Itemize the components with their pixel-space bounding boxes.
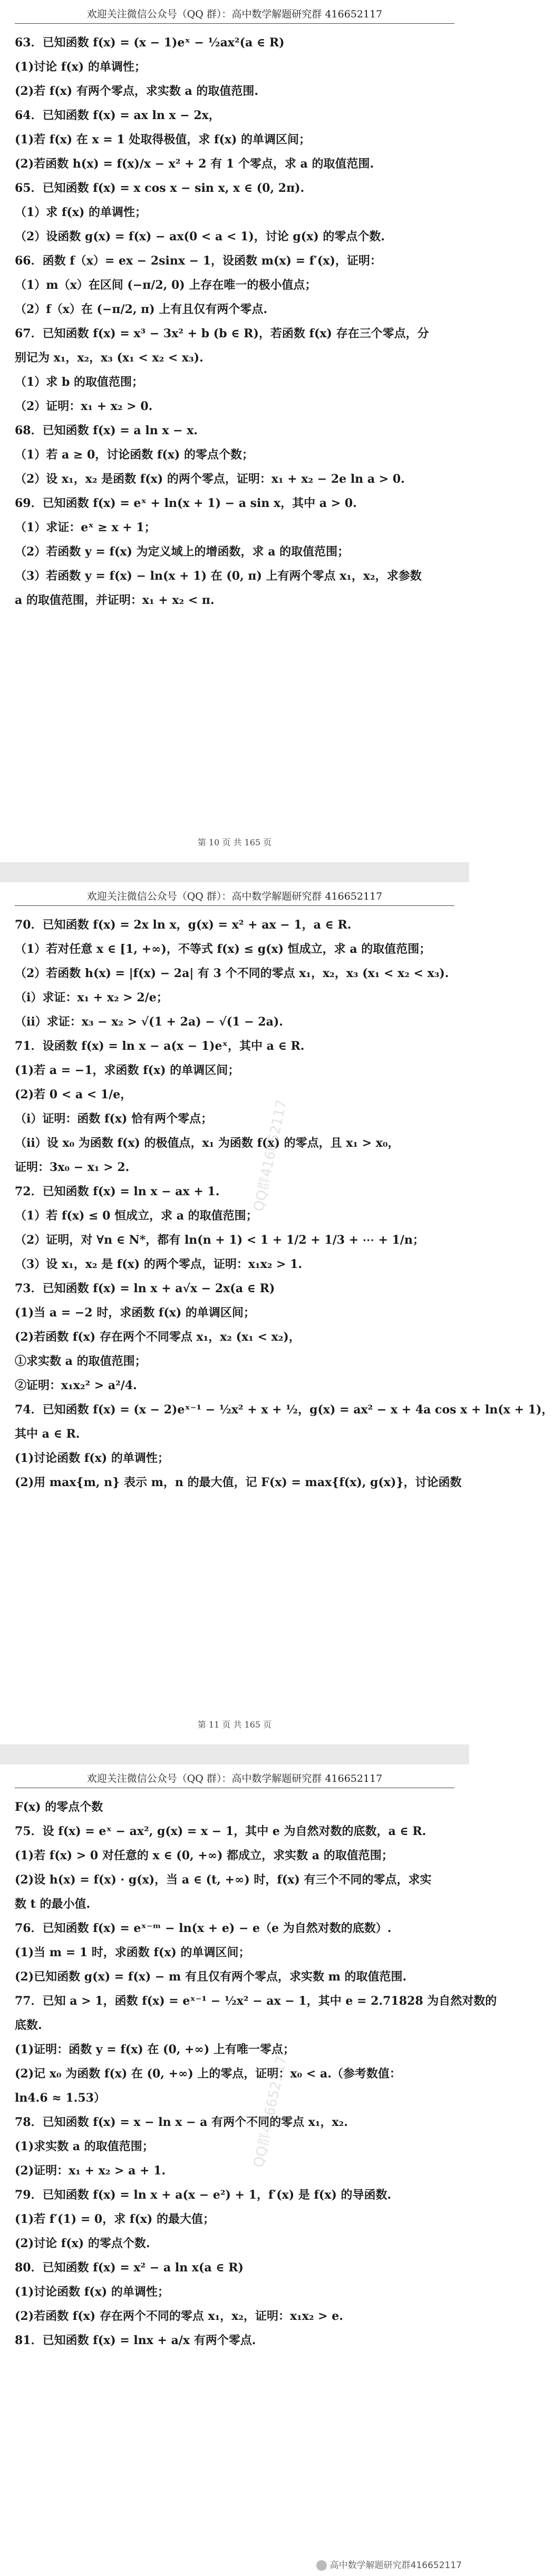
problem-line: 72．已知函数 f(x) = ln x − ax + 1. [15,1185,220,1198]
problem-line: (2)若函数 f(x) 存在两个不同的零点 x₁，x₂，证明：x₁x₂ > e. [15,2309,343,2323]
problem-line: （2）设 x₁，x₂ 是函数 f(x) 的两个零点，证明：x₁ + x₂ − 2e ln a > 0. [15,472,405,486]
problem-line: 80．已知函数 f(x) = x² − a ln x(a ∈ R) [15,2261,244,2275]
problem-line: （1）求 f(x) 的单调性； [15,206,147,219]
problem-line: 81．已知函数 f(x) = lnx + a/x 有两个零点. [15,2334,256,2347]
problem-line: 66．函数 f（x）= ex − 2sinx − 1，设函数 m(x) = f′(x)，证明： [15,254,382,268]
problem-line: 69．已知函数 f(x) = eˣ + ln(x + 1) − a sin x，其中 a > 0. [15,496,357,510]
page-3 [0,1764,497,2576]
watermark: QQ群416652117 [250,2054,290,2169]
problem-line: (1)讨论 f(x) 的单调性； [15,60,146,74]
problem-line: （3）设 x₁，x₂ 是 f(x) 的两个零点，证明：x₁x₂ > 1. [15,1257,303,1271]
problem-line: 73．已知函数 f(x) = ln x + a√x − 2x(a ∈ R) [15,1282,275,1295]
page-2 [0,882,553,1744]
problem-line: (1)若 a = −1，求函数 f(x) 的单调区间； [15,1063,240,1077]
problem-line: (2)用 max{m, n} 表示 m，n 的最大值，记 F(x) = max{f(x), g(x)}，讨论函数 [15,1476,462,1489]
problem-line: （1）求证：eˣ ≥ x + 1； [15,521,156,534]
page-3-body [15,1795,497,2353]
problem-line: （1）若 f(x) ≤ 0 恒成立，求 a 的取值范围； [15,1209,258,1223]
problem-line: （ii）求证：x₃ − x₂ > √(1 + 2a) − √(1 − 2a). [15,1015,283,1029]
problem-line: 64．已知函数 f(x) = ax ln x − 2x， [15,109,220,122]
problem-line: 数 t 的最小值. [15,1897,91,1911]
problem-line: (1)若 f(x) 在 x = 1 处取得极值，求 f(x) 的单调区间； [15,133,311,147]
problem-line: （1）若 a ≥ 0，讨论函数 f(x) 的零点个数； [15,448,254,462]
problem-line: (2)若 f(x) 有两个零点，求实数 a 的取值范围. [15,84,259,98]
problem-line: (1)求实数 a 的取值范围； [15,2140,154,2153]
page-gap [0,1744,469,1764]
page-gap [0,862,469,882]
problem-line: 70．已知函数 f(x) = 2x ln x，g(x) = x² + ax − 1，a ∈ R. [15,918,352,932]
problem-line: a 的取值范围，并证明：x₁ + x₂ < π. [15,593,215,607]
problem-line: 其中 a ∈ R. [15,1427,80,1441]
problem-line: (2)若 0 < a < 1/e， [15,1088,132,1101]
problem-line: 71．设函数 f(x) = ln x − a(x − 1)eˣ，其中 a ∈ R. [15,1039,305,1053]
problem-line: (2)讨论 f(x) 的零点个数. [15,2237,150,2250]
wechat-icon [316,2560,327,2571]
problem-line: (2)记 x₀ 为函数 f(x) 在 (0, +∞) 上的零点，证明：x₀ < a.（参考数值： [15,2067,401,2081]
header-rule [15,23,454,24]
page-number: 第 10 页 共 165 页 [197,837,272,847]
problem-line: (1)若 f′(1) = 0，求 f(x) 的最大值； [15,2212,215,2226]
problem-line: 证明：3x₀ − x₁ > 2. [15,1160,130,1174]
watermark: QQ群416652117 [250,1098,290,1213]
problem-line: （2）若函数 y = f(x) 为定义域上的增函数，求 a 的取值范围； [15,545,350,559]
problem-line: 67．已知函数 f(x) = x³ − 3x² + b (b ∈ R)，若函数 f(x) 存在三个零点，分 [15,327,429,340]
page-1-body [15,31,454,612]
problem-line: ①求实数 a 的取值范围； [15,1354,147,1368]
problem-line: （2）设函数 g(x) = f(x) − ax(0 < a < 1)，讨论 g(x) 的零点个数. [15,230,385,243]
problem-line: (1)当 m = 1 时，求函数 f(x) 的单调区间； [15,1946,250,1959]
problem-line: 77．已知 a > 1，函数 f(x) = eˣ⁻¹ − ½x² − ax − 1，其中 e = 2.71828 为自然对数的 [15,1994,497,2008]
problem-line: （2）证明，对 ∀n ∈ N*，都有 ln(n + 1) < 1 + 1/2 + 1/3 + ⋯ + 1/n； [15,1233,424,1247]
header-rule [15,905,454,906]
problem-line: (2)已知函数 g(x) = f(x) − m 有且仅有两个零点，求实数 m 的取值范围. [15,1970,407,1984]
problem-line: ②证明：x₁x₂² > a²/4. [15,1379,137,1392]
page-header: 欢迎关注微信公众号（QQ 群）：高中数学解题研究群 416652117 [86,891,383,902]
problem-line: 别记为 x₁，x₂，x₃ (x₁ < x₂ < x₃). [15,351,203,365]
problem-line: （i）求证：x₁ + x₂ > 2/e； [15,991,168,1004]
footer-watermark [316,2558,462,2571]
footer-watermark-text: 高中数学解题研究群416652117 [329,2560,462,2571]
problem-line: （1）若对任意 x ∈ [1, +∞)，不等式 f(x) ≤ g(x) 恒成立，求 a 的取值范围； [15,942,431,956]
problem-line: (1)讨论函数 f(x) 的单调性； [15,2285,169,2299]
problem-line: （2）f（x）在 (−π/2, π) 上有且仅有两个零点. [15,303,267,316]
problem-line: (2)若函数 h(x) = f(x)/x − x² + 2 有 1 个零点，求 a 的取值范围. [15,157,374,171]
problem-line: 63．已知函数 f(x) = (x − 1)eˣ − ½ax²(a ∈ R) [15,36,285,50]
problem-line: 78．已知函数 f(x) = x − ln x − a 有两个不同的零点 x₁，x₂. [15,2115,348,2129]
problem-line: 79．已知函数 f(x) = ln x + a(x − e²) + 1，f′(x) 是 f(x) 的导函数. [15,2188,392,2202]
problem-line: (1)证明：函数 y = f(x) 在 (0, +∞) 上有唯一零点； [15,2043,295,2056]
page-1 [0,0,469,862]
problem-line: 65．已知函数 f(x) = x cos x − sin x, x ∈ (0, 2π). [15,181,305,195]
problem-line: (1)当 a = −2 时，求函数 f(x) 的单调区间； [15,1306,255,1320]
problem-line: （i）证明：函数 f(x) 恰有两个零点； [15,1112,213,1126]
problem-line: 底数. [15,2018,42,2032]
problem-line: (1)讨论函数 f(x) 的单调性； [15,1451,169,1465]
problem-line: 75．设 f(x) = eˣ − ax², g(x) = x − 1，其中 e 为自然对数的底数，a ∈ R. [15,1824,426,1838]
problem-line: (2)设 h(x) = f(x) · g(x)，当 a ∈ (t, +∞) 时，f(x) 有三个不同的零点，求实 [15,1873,432,1887]
page-number: 第 11 页 共 165 页 [197,1720,272,1730]
page-2-body [15,913,553,1495]
problem-line: 76．已知函数 f(x) = eˣ⁻ᵐ − ln(x + e) − e（e 为自然对数的底数）. [15,1921,392,1935]
page-header: 欢迎关注微信公众号（QQ 群）：高中数学解题研究群 416652117 [86,1773,383,1784]
problem-line: （3）若函数 y = f(x) − ln(x + 1) 在 (0, π) 上有两个零点 x₁，x₂，求参数 [15,569,422,583]
page-header: 欢迎关注微信公众号（QQ 群）：高中数学解题研究群 416652117 [86,8,383,20]
problem-line: （1）求 b 的取值范围； [15,375,144,389]
problem-line: （ii）设 x₀ 为函数 f(x) 的极值点，x₁ 为函数 f(x) 的零点，且 x₁ > x₀， [15,1136,400,1150]
problem-line: （2）证明：x₁ + x₂ > 0. [15,399,153,413]
problem-line: （2）若函数 h(x) = |f(x) − 2a| 有 3 个不同的零点 x₁，x₂，x₃ (x₁ < x₂ < x₃). [15,967,449,980]
problem-line: 68．已知函数 f(x) = a ln x − x. [15,424,198,437]
problem-line: 74．已知函数 f(x) = (x − 2)eˣ⁻¹ − ½x² + x + ½，g(x) = ax² − x + 4a cos x + ln(x + 1)， [15,1403,553,1417]
problem-line: （1）m（x）在区间 (−π/2, 0) 上存在唯一的极小值点； [15,278,317,292]
problem-line: (2)证明：x₁ + x₂ > a + 1. [15,2164,166,2178]
problem-line: (1)若 f(x) > 0 对任意的 x ∈ (0, +∞) 都成立，求实数 a 的取值范围； [15,1849,393,1862]
problem-line: ln4.6 ≈ 1.53） [15,2091,105,2105]
problem-line: (2)若函数 f(x) 存在两个不同零点 x₁，x₂ (x₁ < x₂)， [15,1330,300,1344]
problem-line: F(x) 的零点个数 [15,1800,103,1814]
